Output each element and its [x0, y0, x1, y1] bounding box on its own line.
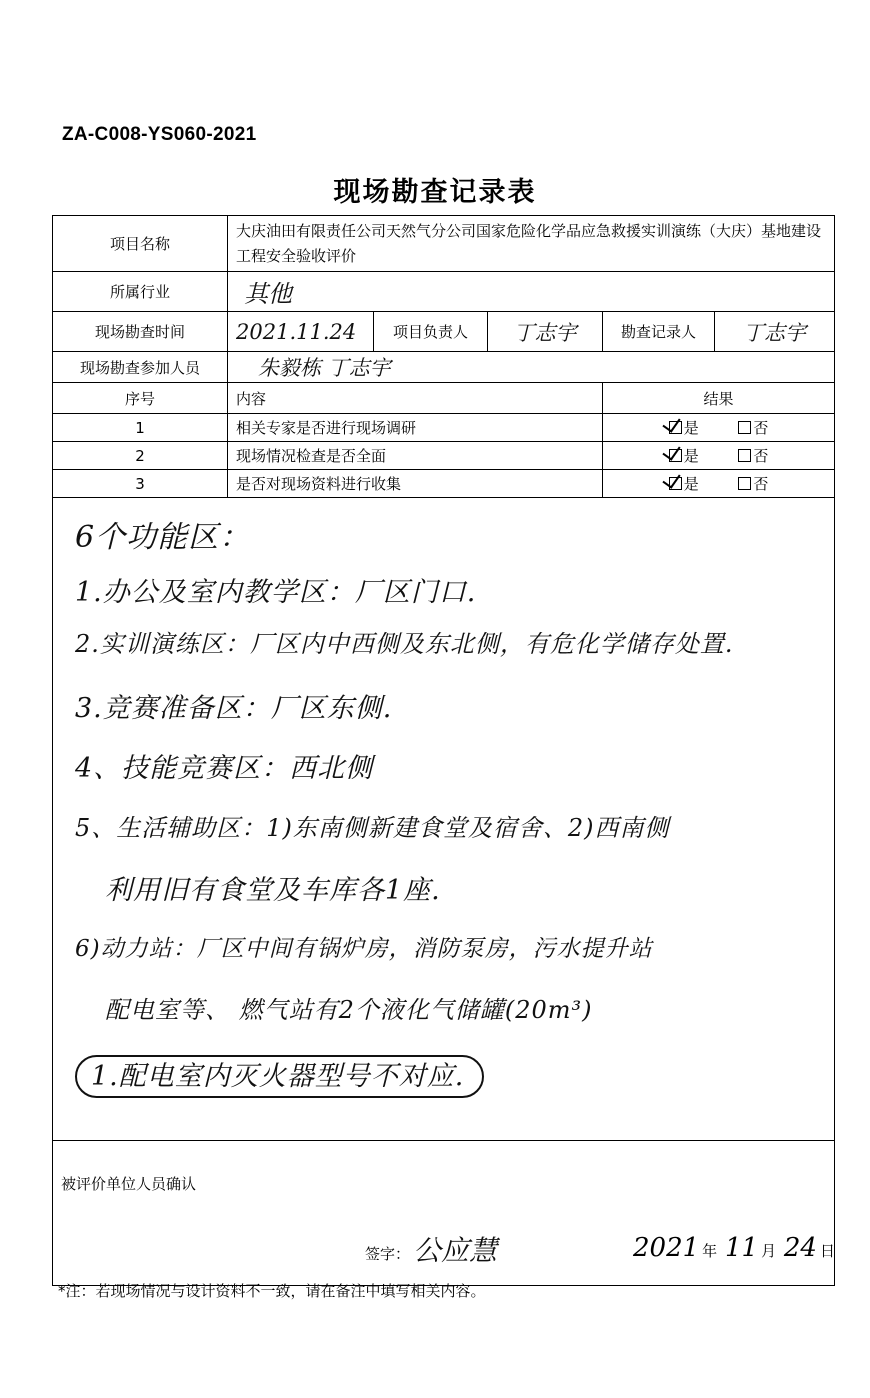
table-row	[53, 470, 835, 498]
project-lead-label: 项目负责人	[374, 312, 488, 352]
row-participants	[53, 352, 835, 383]
participants-label: 现场勘查参加人员	[53, 352, 228, 383]
checklist-result	[603, 470, 835, 498]
confirmation-area	[53, 1141, 835, 1286]
note-line	[75, 1054, 484, 1093]
project-name-label: 项目名称	[53, 216, 228, 272]
document-code: ZA-C008-YS060-2021	[62, 124, 257, 145]
table-row	[53, 414, 835, 442]
note-line: 利用旧有食堂及车库各1座.	[105, 875, 441, 906]
participants-value: 朱毅栋 丁志宇	[258, 356, 391, 380]
project-name-value: 大庆油田有限责任公司天然气分公司国家危险化学品应急救援实训演练（大庆）基地建设工程安全验收评价	[228, 216, 835, 272]
yes-checkbox-checked-icon[interactable]	[669, 449, 682, 462]
row-checklist-header	[53, 383, 835, 414]
note-line: 4、技能竞赛区：西北侧	[75, 753, 374, 784]
signature-date	[633, 1233, 838, 1263]
industry-value: 其他	[244, 280, 292, 308]
industry-value-cell	[228, 272, 835, 312]
yes-option-label: 是	[683, 447, 699, 465]
note-line: 6个功能区：	[75, 520, 251, 555]
row-project-name	[53, 216, 835, 272]
yes-checkbox-checked-icon[interactable]	[669, 421, 682, 434]
date-month: 11	[724, 1233, 759, 1263]
circled-finding: 1.配电室内灭火器型号不对应.	[75, 1055, 484, 1098]
no-checkbox-icon[interactable]	[738, 421, 751, 434]
checklist-content: 相关专家是否进行现场调研	[228, 414, 603, 442]
survey-time-label: 现场勘查时间	[53, 312, 228, 352]
survey-time-value-cell	[228, 312, 374, 352]
date-year: 2021	[633, 1233, 700, 1263]
table-row	[53, 442, 835, 470]
content-header: 内容	[228, 383, 603, 414]
handwritten-notes-area	[53, 498, 835, 1141]
month-unit: 月	[761, 1242, 777, 1260]
checklist-result	[603, 414, 835, 442]
note-line: 5、生活辅助区：1)东南侧新建食堂及宿舍、2)西南侧	[75, 814, 670, 842]
seq-header: 序号	[53, 383, 228, 414]
no-checkbox-icon[interactable]	[738, 449, 751, 462]
form-title: 现场勘查记录表	[333, 177, 537, 208]
note-line: 配电室等、 燃气站有2个液化气储罐(20m³)	[105, 996, 593, 1024]
footnote: *注：若现场情况与设计资料不一致，请在备注中填写相关内容。	[58, 1282, 486, 1300]
no-option-label: 否	[753, 447, 769, 465]
industry-label: 所属行业	[53, 272, 228, 312]
note-line: 2.实训演练区：厂区内中西侧及东北侧，有危化学储存处置.	[75, 630, 734, 658]
checklist-seq: 2	[53, 442, 228, 470]
row-notes	[53, 498, 835, 1141]
signature-handwritten: 公应慧	[413, 1234, 498, 1267]
recorder-value: 丁志宇	[743, 320, 807, 345]
checklist-content: 是否对现场资料进行收集	[228, 470, 603, 498]
date-day: 24	[783, 1233, 817, 1263]
project-lead-value-cell	[488, 312, 603, 352]
row-survey-time	[53, 312, 835, 352]
note-line: 3.竞赛准备区：厂区东侧.	[75, 693, 393, 724]
recorder-label: 勘查记录人	[603, 312, 715, 352]
result-header: 结果	[603, 383, 835, 414]
confirmation-label: 被评价单位人员确认	[61, 1175, 197, 1193]
yes-checkbox-checked-icon[interactable]	[669, 477, 682, 490]
no-checkbox-icon[interactable]	[738, 477, 751, 490]
checklist-seq: 3	[53, 470, 228, 498]
checklist-seq: 1	[53, 414, 228, 442]
note-line: 6)动力站：厂区中间有锅炉房，消防泵房，污水提升站	[75, 936, 653, 962]
project-lead-value: 丁志宇	[513, 320, 577, 345]
row-confirmation	[53, 1141, 835, 1286]
yes-option-label: 是	[683, 419, 699, 437]
survey-time-value: 2021.11.24	[236, 319, 357, 344]
signature-label: 签字：	[365, 1245, 411, 1263]
recorder-value-cell	[715, 312, 835, 352]
year-unit: 年	[702, 1242, 718, 1260]
checklist-result	[603, 442, 835, 470]
note-line: 1.办公及室内教学区：厂区门口.	[75, 577, 477, 608]
day-unit: 日	[819, 1242, 835, 1260]
checklist-content: 现场情况检查是否全面	[228, 442, 603, 470]
participants-value-cell	[228, 352, 835, 383]
no-option-label: 否	[753, 419, 769, 437]
row-industry	[53, 272, 835, 312]
yes-option-label: 是	[683, 475, 699, 493]
survey-record-table	[52, 215, 835, 1286]
no-option-label: 否	[753, 475, 769, 493]
